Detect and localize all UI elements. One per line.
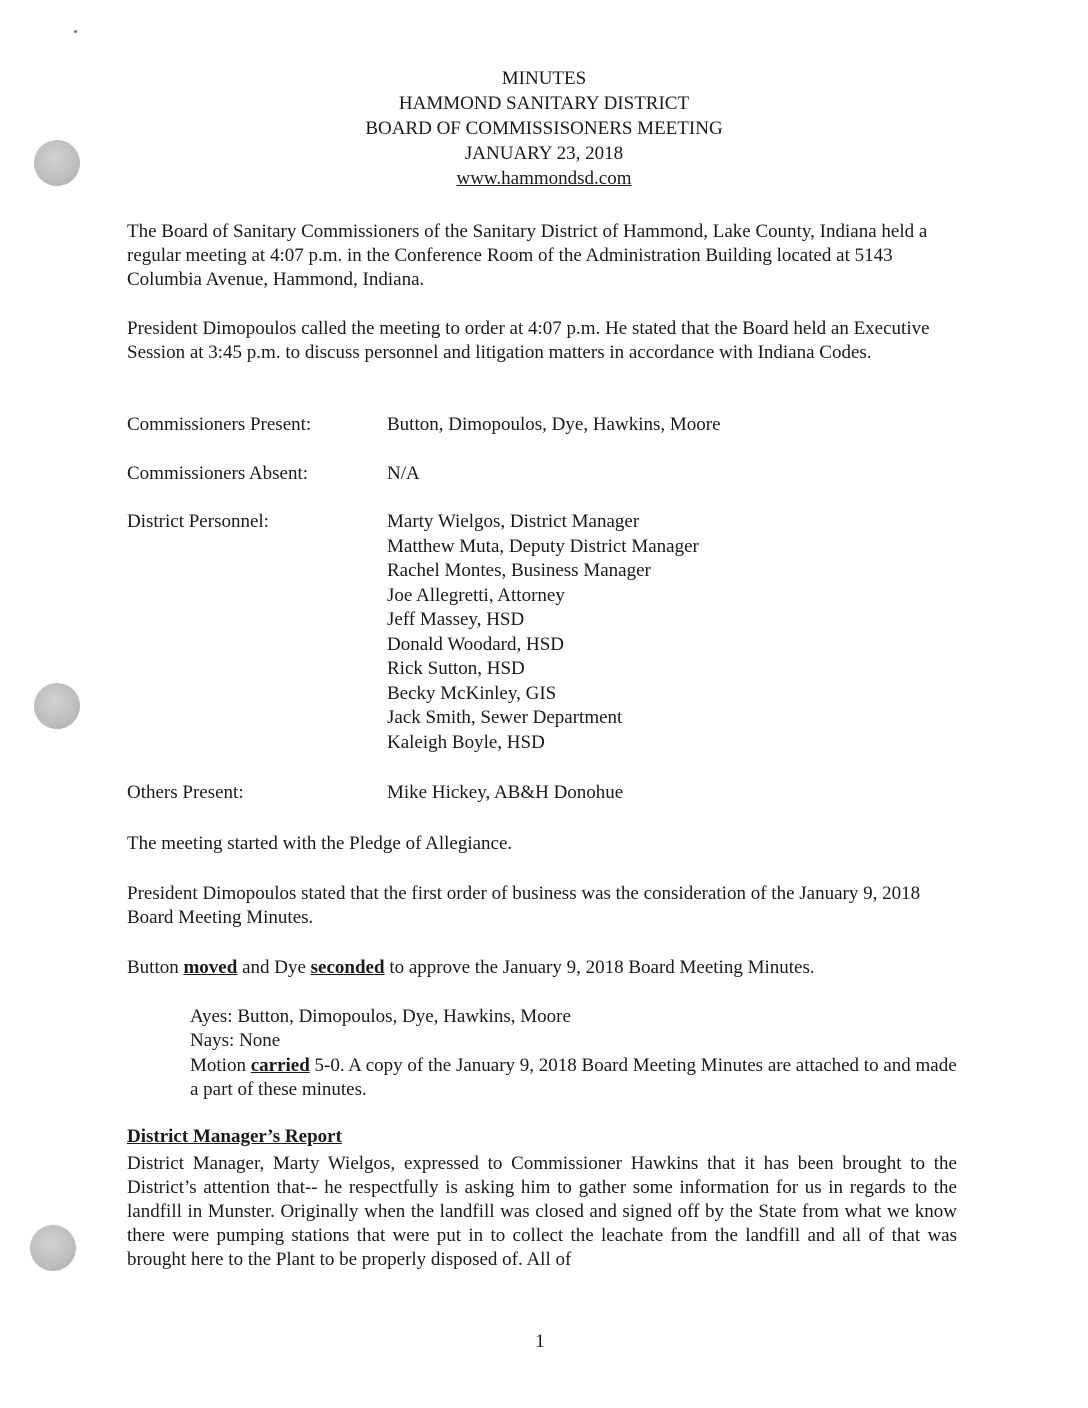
first-order-paragraph: President Dimopoulos stated that the first order of business was the consideration of the January 9, 2018 Board Meeting Minutes.: [127, 883, 921, 928]
commissioners-absent-label: Commissioners Absent:: [127, 463, 309, 484]
page-number: 1: [535, 1331, 545, 1352]
header-title: MINUTES: [501, 68, 587, 89]
header-organization: HAMMOND SANITARY DISTRICT: [398, 93, 690, 114]
others-present-label: Others Present:: [127, 782, 244, 803]
personnel-item: Becky McKinley, GIS: [387, 682, 557, 704]
personnel-item: Kaleigh Boyle, HSD: [387, 731, 545, 753]
vote-motion-result: [190, 1054, 960, 1102]
pledge-paragraph: The meeting started with the Pledge of Allegiance.: [127, 833, 513, 854]
vote-ayes: Ayes: Button, Dimopoulos, Dye, Hawkins, Moore: [190, 1006, 571, 1027]
intro-paragraph: The Board of Sanitary Commissioners of the Sanitary District of Hammond, Lake County, Indiana held a regular meeting at 4:07 p.m. in the Conference Room of the Administration Building located at 5143 Columbia Avenue, Hammond, Indiana.: [127, 221, 928, 290]
commissioners-present-label: Commissioners Present:: [127, 414, 312, 435]
district-personnel-label: District Personnel:: [127, 511, 269, 532]
vote-carried-word: carried: [250, 1055, 310, 1076]
vote-motion-rest: 5-0. A copy of the January 9, 2018 Board Meeting Minutes are attached to and made a part of these minutes.: [190, 1055, 957, 1100]
document-header: [0, 66, 1088, 191]
motion-paragraph: [127, 956, 957, 980]
personnel-item: Rachel Montes, Business Manager: [387, 560, 651, 581]
district-personnel-list: [387, 510, 699, 755]
personnel-item: Jeff Massey, HSD: [387, 609, 525, 630]
personnel-item: Marty Wielgos, District Manager: [387, 511, 640, 532]
header-date: JANUARY 23, 2018: [464, 143, 624, 164]
punch-hole-middle: [34, 683, 80, 729]
motion-mid: and Dye: [237, 957, 311, 978]
personnel-item: Donald Woodard, HSD: [387, 633, 565, 655]
personnel-item: Jack Smith, Sewer Department: [387, 707, 623, 728]
vote-motion-prefix: Motion: [190, 1055, 251, 1076]
district-manager-report-text: District Manager, Marty Wielgos, expressed to Commissioner Hawkins that it has been brought to the District’s attention that-- he respectfully is asking him to gather some information for us in regards to the landfill in Munster. Originally when the landfill was closed and signed off by the State from what we know there were pumping stations that were put in to collect the leachate from the landfill and all of that was brought here to the Plant to be properly disposed of. All of: [127, 1153, 957, 1270]
personnel-item: Matthew Muta, Deputy District Manager: [387, 535, 699, 557]
personnel-item: Rick Sutton, HSD: [387, 658, 525, 679]
call-to-order-paragraph: President Dimopoulos called the meeting to order at 4:07 p.m. He stated that the Board held an Executive Session at 3:45 p.m. to discuss personnel and litigation matters in accordance with Indiana Codes.: [127, 318, 930, 363]
header-website-link[interactable]: www.hammondsd.com: [456, 168, 632, 189]
header-meeting: BOARD OF COMMISSISONERS MEETING: [365, 118, 723, 139]
motion-rest: to approve the January 9, 2018 Board Meeting Minutes.: [384, 957, 815, 978]
scan-speck: [74, 30, 77, 33]
motion-moved-word: moved: [183, 957, 238, 978]
personnel-item: Joe Allegretti, Attorney: [387, 584, 565, 606]
vote-nays: Nays: None: [190, 1030, 281, 1051]
district-manager-report-heading: District Manager’s Report: [127, 1126, 342, 1147]
commissioners-present-value: Button, Dimopoulos, Dye, Hawkins, Moore: [387, 414, 721, 435]
others-present-value: Mike Hickey, AB&H Donohue: [387, 782, 624, 803]
commissioners-absent-value: N/A: [387, 463, 420, 484]
motion-mover: Button: [127, 957, 184, 978]
punch-hole-bottom: [30, 1225, 76, 1271]
motion-seconded-word: seconded: [310, 957, 385, 978]
